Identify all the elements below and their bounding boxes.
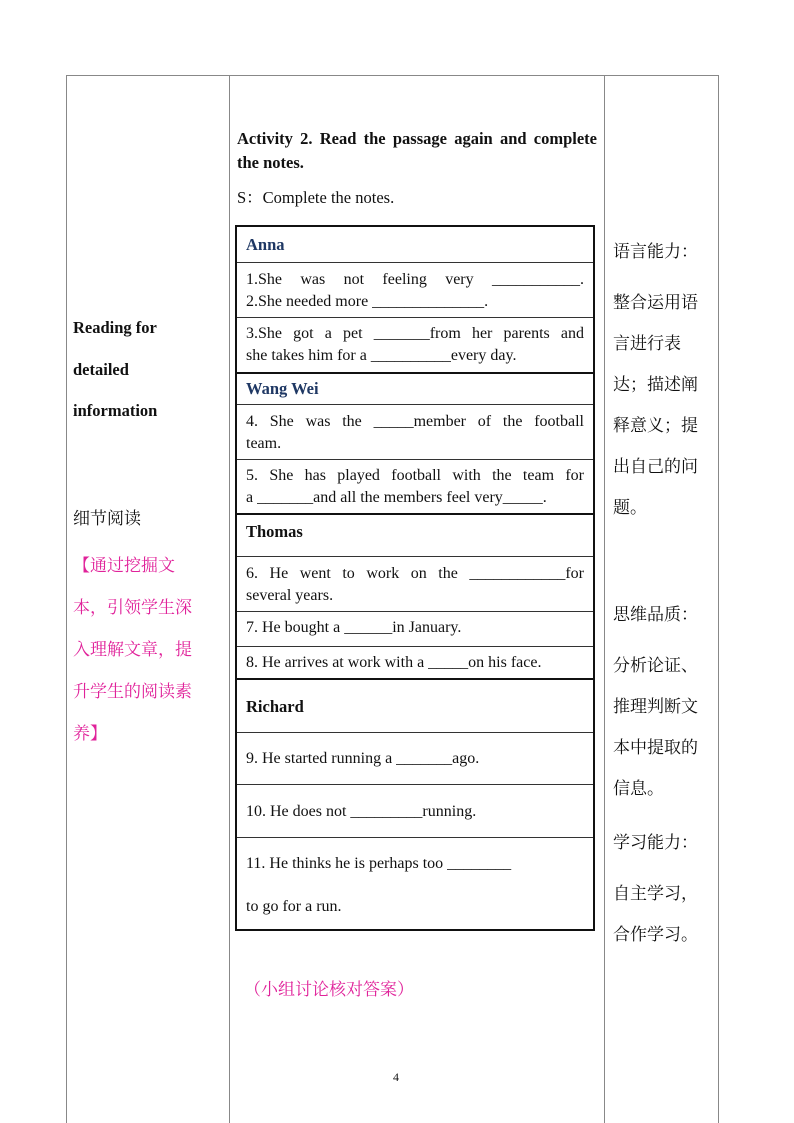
note-item-5-line-1: 5. She has played football with the team for	[246, 467, 584, 484]
person-name-wang-wei: Wang Wei	[246, 379, 319, 398]
person-name-thomas: Thomas	[246, 522, 303, 541]
column-divider-2	[604, 75, 605, 1123]
ability-line: 信息。	[613, 779, 664, 799]
note-item-1: 1.She was not feeling very ___________.	[246, 271, 584, 288]
purpose-line: 升学生的阅读素	[73, 682, 192, 702]
activity-title: Activity 2. Read the passage again and complete the notes.	[237, 129, 597, 172]
purpose-line: 【通过挖掘文	[73, 556, 175, 576]
ability-line: 达；描述阐	[613, 375, 698, 395]
stage-title-line-3: information	[73, 401, 158, 420]
row-divider	[237, 459, 593, 460]
row-divider	[237, 556, 593, 557]
note-item-6-line-2: several years.	[246, 587, 334, 604]
ability-line: 推理判断文	[613, 697, 698, 717]
note-item-5-line-2: a _______and all the members feel very_____.	[246, 489, 547, 506]
row-divider	[237, 262, 593, 263]
note-item-3-line-1: 3.She got a pet _______from her parents and	[246, 325, 584, 342]
row-divider	[237, 404, 593, 405]
column-divider-1	[229, 75, 230, 1123]
teaching-purpose	[73, 545, 223, 755]
row-divider	[237, 611, 593, 612]
ability-line: 言进行表	[613, 334, 681, 354]
note-item-11-line-1: 11. He thinks he is perhaps too ________	[246, 855, 512, 872]
table-top-border	[66, 75, 719, 76]
note-item-10: 10. He does not _________running.	[246, 803, 477, 820]
section-divider	[237, 372, 593, 374]
ability-line: 合作学习。	[613, 925, 698, 945]
purpose-line: 本，引领学生深	[73, 598, 192, 618]
note-item-4-line-2: team.	[246, 435, 282, 452]
table-right-border	[718, 75, 719, 1123]
row-divider	[237, 837, 593, 838]
ability-learning	[613, 823, 713, 956]
ability-line: 出自己的问	[613, 457, 698, 477]
note-item-8: 8. He arrives at work with a _____on his face.	[246, 654, 542, 671]
stage-title-line-1: Reading for	[73, 318, 157, 337]
ability-line: 题。	[613, 498, 647, 518]
stage-title-chinese: 细节阅读	[73, 509, 141, 529]
ability-line: 自主学习，	[613, 884, 698, 904]
row-divider	[237, 646, 593, 647]
ability-language-title: 语言能力：	[613, 242, 698, 262]
student-task: S：Complete the notes.	[237, 188, 395, 207]
note-item-7: 7. He bought a ______in January.	[246, 619, 462, 636]
ability-line: 分析论证、	[613, 656, 698, 676]
note-item-4-line-1: 4. She was the _____member of the football	[246, 413, 584, 430]
ability-thinking	[613, 595, 713, 810]
person-name-anna: Anna	[246, 235, 285, 254]
note-item-6-line-1: 6. He went to work on the ____________for	[246, 565, 584, 582]
row-divider	[237, 784, 593, 785]
ability-line: 本中提取的	[613, 738, 698, 758]
row-divider	[237, 317, 593, 318]
note-item-9: 9. He started running a _______ago.	[246, 750, 480, 767]
section-divider	[237, 513, 593, 515]
note-item-3-line-2: she takes him for a __________every day.	[246, 347, 517, 364]
note-item-2: 2.She needed more ______________.	[246, 293, 489, 310]
ability-line: 整合运用语	[613, 293, 698, 313]
purpose-line: 入理解文章，提	[73, 640, 192, 660]
ability-language	[613, 232, 713, 529]
ability-thinking-title: 思维品质：	[613, 605, 698, 625]
page-number: 4	[393, 1070, 399, 1084]
person-name-richard: Richard	[246, 697, 304, 716]
purpose-line: 养】	[73, 724, 107, 744]
ability-line: 释意义；提	[613, 416, 698, 436]
notes-table	[235, 225, 595, 931]
table-left-border	[66, 75, 67, 1123]
ability-learning-title: 学习能力：	[613, 833, 698, 853]
discussion-note: （小组讨论核对答案）	[244, 980, 414, 1000]
section-divider	[237, 678, 593, 680]
stage-title-line-2: detailed	[73, 360, 129, 379]
note-item-11-line-2: to go for a run.	[246, 898, 342, 915]
row-divider	[237, 732, 593, 733]
